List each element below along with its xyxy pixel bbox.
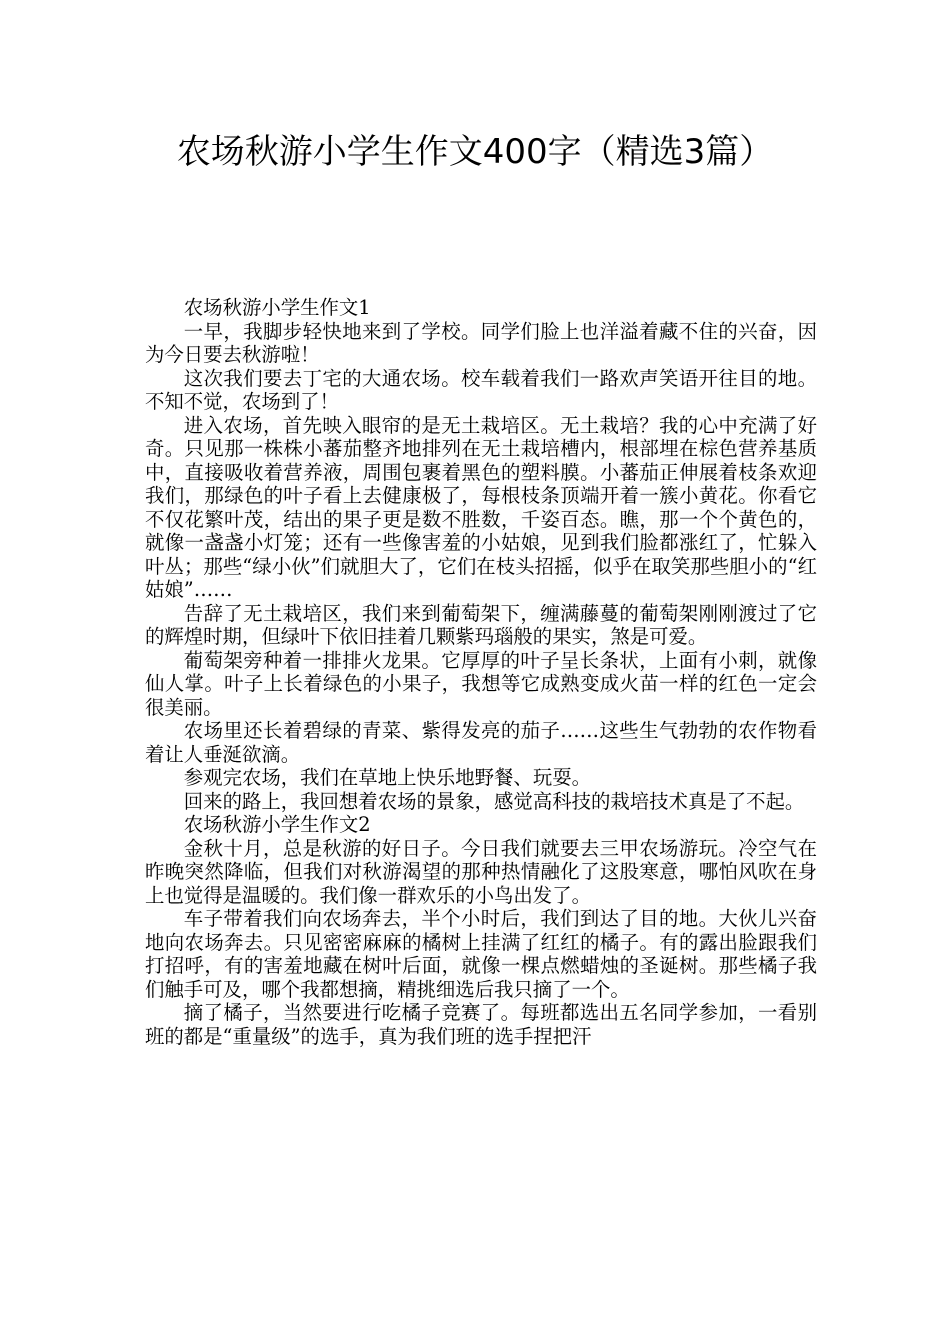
paragraph: 告辞了无土栽培区，我们来到葡萄架下，缠满藤蔓的葡萄架刚刚渡过了它的辉煌时期，但绿叶下依旧挂着几颗紫玛瑙般的果实，煞是可爱。 xyxy=(145,601,817,648)
paragraph: 摘了橘子，当然要进行吃橘子竞赛了。每班都选出五名同学参加，一看别班的都是“重量级”的选手，真为我们班的选手捏把汗 xyxy=(145,1001,817,1048)
section-heading: 农场秋游小学生作文2 xyxy=(183,813,371,836)
paragraph: 金秋十月，总是秋游的好日子。今日我们就要去三甲农场游玩。冷空气在昨晚突然降临，但我们对秋游渴望的那种热情融化了这股寒意，哪怕风吹在身上也觉得是温暖的。我们像一群欢乐的小鸟出发了。 xyxy=(145,836,817,907)
document-body xyxy=(145,296,817,1048)
paragraph: 农场里还长着碧绿的青菜、紫得发亮的茄子……这些生气勃勃的农作物看着让人垂涎欲滴。 xyxy=(145,719,817,766)
paragraph: 一早，我脚步轻快地来到了学校。同学们脸上也洋溢着藏不住的兴奋，因为今日要去秋游啦！ xyxy=(145,319,817,366)
paragraph: 回来的路上，我回想着农场的景象，感觉高科技的栽培技术真是了不起。 xyxy=(183,789,805,813)
paragraph: 这次我们要去丁宅的大通农场。校车载着我们一路欢声笑语开往目的地。不知不觉，农场到了！ xyxy=(145,366,817,413)
section-heading: 农场秋游小学生作文1 xyxy=(183,296,371,319)
paragraph: 参观完农场，我们在草地上快乐地野餐、玩耍。 xyxy=(183,766,591,789)
paragraph: 车子带着我们向农场奔去，半个小时后，我们到达了目的地。大伙儿兴奋地向农场奔去。只见密密麻麻的橘树上挂满了红红的橘子。有的露出脸跟我们打招呼，有的害羞地藏在树叶后面，就像一棵点燃蜡烛的圣诞树。那些橘子我们触手可及，哪个我都想摘，精挑细选后我只摘了一个。 xyxy=(145,907,817,1001)
paragraph: 进入农场，首先映入眼帘的是无土栽培区。无土栽培？我的心中充满了好奇。只见那一株株小蕃茄整齐地排列在无土栽培槽内，根部埋在棕色营养基质中，直接吸收着营养液，周围包裹着黑色的塑料膜。小蕃茄正伸展着枝条欢迎我们，那绿色的叶子看上去健康极了，每根枝条顶端开着一簇小黄花。你看它不仅花繁叶茂，结出的果子更是数不胜数，千姿百态。瞧，那一个个黄色的，就像一盏盏小灯笼；还有一些像害羞的小姑娘，见到我们脸都涨红了，忙躲入叶丛；那些“绿小伙”们就胆大了，它们在枝头招摇，似乎在取笑那些胆小的“红姑娘”…… xyxy=(145,413,817,601)
paragraph: 葡萄架旁种着一排排火龙果。它厚厚的叶子呈长条状，上面有小刺，就像仙人掌。叶子上长着绿色的小果子，我想等它成熟变成火苗一样的红色一定会很美丽。 xyxy=(145,648,817,719)
document-title: 农场秋游小学生作文400字（精选3篇） xyxy=(176,132,774,172)
